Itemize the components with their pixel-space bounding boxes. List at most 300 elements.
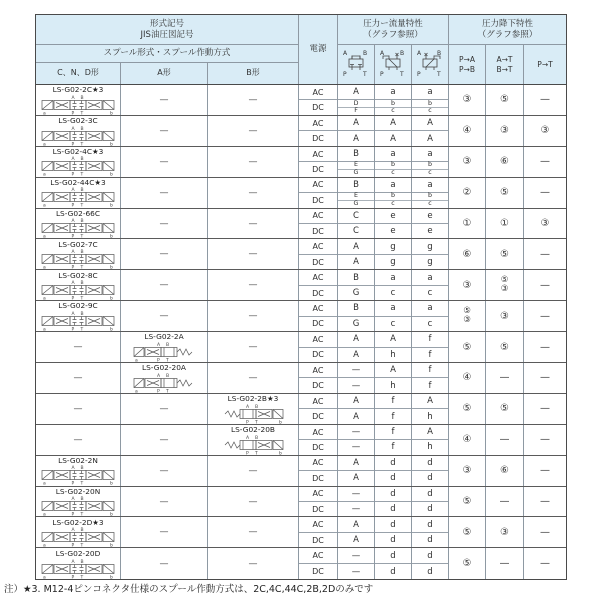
- flow-value-dc-part: b: [375, 162, 411, 170]
- pressure-drop-value: —: [540, 558, 550, 570]
- flow-value-dc: d: [390, 473, 396, 484]
- pressure-drop-cell: [449, 517, 486, 547]
- svg-text:b: b: [279, 420, 282, 424]
- pressure-drop-value: —: [499, 372, 510, 384]
- power-cell: [299, 425, 338, 455]
- table-row: [36, 301, 566, 332]
- pressure-drop-cell: [524, 239, 566, 269]
- svg-text:T: T: [80, 265, 84, 270]
- svg-text:P: P: [246, 420, 249, 424]
- pressure-drop-cell: [449, 147, 486, 177]
- dash: —: [73, 372, 83, 383]
- dash-cell: [208, 270, 299, 300]
- svg-text:T: T: [80, 481, 84, 486]
- flow-value-dc: A: [353, 473, 359, 484]
- flow-value-ac: A: [338, 517, 374, 532]
- flow-cell: [338, 301, 375, 331]
- flow-value-dc-part: b: [412, 162, 448, 170]
- model-header-line1: 形式記号: [149, 18, 184, 29]
- model-cell: [36, 116, 121, 146]
- svg-text:A: A: [71, 157, 75, 163]
- power-option-ac: AC: [299, 147, 337, 162]
- svg-text:b: b: [110, 512, 113, 517]
- svg-text:T: T: [80, 203, 84, 208]
- power-option-ac: AC: [299, 209, 337, 224]
- flow-value-ac: A: [338, 394, 374, 409]
- dash: —: [159, 558, 169, 569]
- flow-value-ac: d: [412, 517, 448, 532]
- pressure-drop-cell: [524, 517, 566, 547]
- valve-symbol-dbl-icon: [41, 527, 115, 547]
- power-option-dc: DC: [312, 257, 324, 267]
- flow-cell: [412, 363, 449, 393]
- flow-cell: [338, 209, 375, 239]
- dash-cell: [121, 85, 208, 115]
- svg-text:T: T: [400, 71, 404, 78]
- dash: —: [159, 125, 169, 136]
- pressure-drop-cell: [486, 487, 524, 517]
- flow-symbol-cell-2: [375, 45, 412, 84]
- pressure-drop-value: ⑤: [500, 94, 509, 106]
- flow-value-dc: [412, 100, 448, 114]
- flow-value-dc: h: [427, 411, 433, 422]
- svg-text:b: b: [110, 296, 113, 301]
- flow-value-dc: C: [353, 226, 359, 237]
- col-header-cnd-type: C、N、D形: [36, 63, 121, 84]
- pressure-drop-stack: [501, 276, 509, 294]
- flow-cell: [375, 363, 412, 393]
- dash: —: [248, 465, 258, 476]
- pressure-drop-cell: [524, 301, 566, 331]
- power-option-ac: AC: [299, 394, 337, 409]
- svg-text:P: P: [157, 389, 160, 393]
- pressure-drop-value: —: [540, 248, 550, 260]
- model-code-header: [36, 15, 299, 45]
- flow-value-ac: a: [375, 178, 411, 193]
- flow-cell: [338, 239, 375, 269]
- svg-text:P: P: [71, 327, 75, 331]
- power-option-ac: AC: [299, 487, 337, 502]
- flow-cell: [338, 456, 375, 486]
- flow-value-dc: [412, 193, 448, 207]
- svg-text:P: P: [71, 203, 75, 208]
- svg-text:P: P: [71, 172, 75, 177]
- dash-cell: [121, 116, 208, 146]
- svg-text:A: A: [71, 188, 75, 194]
- pressure-drop-value: ③: [462, 279, 472, 291]
- dash-cell: [121, 487, 208, 517]
- svg-text:B: B: [255, 435, 259, 441]
- flow-value-ac: f: [375, 425, 411, 440]
- pressure-drop-value: —: [540, 496, 550, 508]
- svg-text:T: T: [255, 420, 258, 424]
- svg-text:A: A: [246, 435, 250, 441]
- flow-value-dc: d: [427, 473, 433, 484]
- svg-text:B: B: [80, 157, 84, 163]
- flow-value-ac: a: [375, 85, 411, 100]
- dash: —: [159, 434, 169, 445]
- svg-text:a: a: [135, 358, 138, 362]
- pressure-drop-value: ⑥: [500, 156, 509, 168]
- flow-cell: [375, 209, 412, 239]
- svg-text:a: a: [135, 389, 138, 393]
- flow-value-dc: A: [353, 349, 359, 360]
- model-code: LS-G02-4C★3: [52, 146, 104, 156]
- flow-cell: [375, 116, 412, 146]
- flow-value-ac: A: [375, 363, 411, 378]
- flow-value-ac: f: [412, 332, 448, 347]
- valve-symbol-dbl-icon: [41, 496, 115, 516]
- svg-text:T: T: [80, 512, 84, 517]
- table-row: [36, 178, 566, 209]
- pressure-drop-cell: [524, 270, 566, 300]
- flow-value-dc: G: [352, 318, 360, 329]
- flow-value-dc: [375, 162, 411, 176]
- model-cell: [36, 85, 121, 115]
- power-cell: [299, 517, 338, 547]
- svg-text:P: P: [71, 481, 75, 486]
- svg-text:b: b: [110, 203, 113, 208]
- power-cell: [299, 456, 338, 486]
- pressure-drop-value: —: [540, 465, 550, 477]
- dash: —: [159, 187, 169, 198]
- flow-value-dc-part: G: [353, 169, 359, 177]
- flow-value-ac: g: [375, 239, 411, 254]
- pressure-drop-cell: [449, 363, 486, 393]
- power-option-ac: AC: [299, 456, 337, 471]
- table-header: [36, 15, 566, 85]
- model-cell: [208, 425, 299, 455]
- table-row: [36, 487, 566, 518]
- flow-cell: [338, 394, 375, 424]
- dash-cell: [121, 548, 208, 579]
- flow-value-dc-part: b: [412, 100, 448, 108]
- pressure-drop-cell: [524, 548, 566, 579]
- svg-text:A: A: [71, 466, 75, 472]
- flow-value-ac: A: [375, 116, 411, 131]
- flow-value-dc: f: [428, 349, 432, 360]
- model-cell: [36, 456, 121, 486]
- svg-text:B: B: [80, 281, 84, 287]
- dash: —: [159, 249, 169, 260]
- valve-center-a-to-t-symbol: [376, 47, 410, 81]
- flow-value-ac: A: [412, 116, 448, 131]
- valve-symbol-dbl-icon: [41, 95, 115, 115]
- pressure-drop-value: ⑤: [500, 403, 509, 415]
- power-cell: [299, 487, 338, 517]
- table-body: [36, 85, 566, 579]
- flow-value-ac: d: [412, 456, 448, 471]
- svg-text:B: B: [80, 219, 84, 225]
- flow-cell: [375, 548, 412, 579]
- valve-symbol-dbl-icon: [41, 280, 115, 300]
- pressure-drop-value: ③: [462, 465, 472, 477]
- svg-text:b: b: [110, 327, 113, 331]
- svg-text:A: A: [71, 311, 75, 317]
- svg-text:P: P: [343, 71, 347, 78]
- flow-value-dc: d: [427, 504, 433, 515]
- flow-cell: [412, 517, 449, 547]
- model-cell: [36, 209, 121, 239]
- model-cell: [121, 363, 208, 393]
- pressure-drop-cell: [449, 270, 486, 300]
- svg-text:a: a: [43, 172, 46, 177]
- pressure-drop-header: [449, 15, 566, 45]
- valve-symbol-dbl-icon: [41, 126, 115, 146]
- pressure-drop-cell: [486, 517, 524, 547]
- flow-characteristics-header: [338, 15, 449, 45]
- dash-cell: [208, 209, 299, 239]
- svg-text:A: A: [71, 281, 75, 287]
- svg-text:a: a: [43, 142, 46, 146]
- svg-text:b: b: [110, 142, 113, 146]
- pressure-drop-value: ②: [462, 187, 472, 199]
- flow-header-line1: 圧力ー流量特性: [363, 18, 423, 29]
- dash-cell: [208, 116, 299, 146]
- svg-text:A: A: [71, 95, 75, 101]
- svg-text:b: b: [110, 543, 113, 548]
- pressure-drop-cell: [524, 425, 566, 455]
- pressure-drop-cell: [486, 548, 524, 579]
- power-option-ac: AC: [299, 301, 337, 316]
- svg-text:A: A: [343, 50, 348, 58]
- flow-value-ac: f: [412, 363, 448, 378]
- power-option-dc: DC: [312, 350, 324, 360]
- flow-value-ac: C: [338, 209, 374, 224]
- flow-value-dc-part: E: [338, 193, 374, 201]
- model-code: LS-G02-66C: [55, 208, 101, 218]
- flow-value-ac: B: [338, 301, 374, 316]
- model-code: LS-G02-2D★3: [52, 517, 104, 527]
- flow-value-ac: e: [375, 209, 411, 224]
- flow-value-dc: f: [428, 380, 432, 391]
- flow-cell: [338, 270, 375, 300]
- dash: —: [159, 465, 169, 476]
- svg-text:P: P: [71, 265, 75, 270]
- dash: —: [159, 94, 169, 105]
- pressure-drop-value: ⑤: [462, 403, 472, 415]
- pressure-drop-value: ⑥: [500, 465, 509, 477]
- pressure-drop-value: ④: [462, 125, 472, 137]
- svg-text:a: a: [43, 111, 46, 115]
- table-row: [36, 239, 566, 270]
- dash-cell: [121, 178, 208, 208]
- power-option-ac: AC: [299, 425, 337, 440]
- flow-value-dc: A: [390, 133, 396, 144]
- flow-value-ac: —: [338, 425, 374, 440]
- valve-symbol-sglA-icon: [133, 373, 195, 393]
- svg-text:T: T: [80, 543, 84, 548]
- drop-col-header-at-bt: A→T B→T: [486, 45, 524, 84]
- svg-text:P: P: [71, 142, 75, 146]
- pressure-drop-value: ③: [540, 218, 550, 229]
- power-cell: [299, 147, 338, 177]
- svg-text:A: A: [71, 497, 75, 503]
- valve-center-b-to-t-symbol: [413, 47, 447, 81]
- power-option-ac: AC: [299, 85, 337, 100]
- flow-cell: [375, 147, 412, 177]
- svg-text:b: b: [110, 111, 113, 115]
- pressure-drop-cell: [524, 394, 566, 424]
- flow-cell: [412, 332, 449, 362]
- flow-value-dc: [412, 162, 448, 176]
- pressure-drop-cell: [449, 394, 486, 424]
- dash: —: [73, 434, 83, 445]
- flow-cell: [412, 85, 449, 115]
- dash: —: [159, 496, 169, 507]
- flow-cell: [412, 116, 449, 146]
- pressure-drop-value: —: [540, 279, 550, 291]
- flow-cell: [375, 270, 412, 300]
- pressure-drop-value: ⑤: [462, 526, 472, 538]
- pressure-drop-cell: [524, 332, 566, 362]
- pressure-drop-cell: [449, 548, 486, 579]
- svg-text:P: P: [71, 575, 75, 579]
- table-row: [36, 517, 566, 548]
- dash: —: [248, 372, 258, 383]
- svg-text:P: P: [417, 71, 421, 78]
- power-option-dc: DC: [312, 134, 324, 144]
- power-option-dc: DC: [312, 164, 324, 174]
- flow-value-ac: g: [412, 239, 448, 254]
- svg-text:T: T: [80, 327, 84, 331]
- model-code: LS-G02-9C: [58, 301, 98, 311]
- table-row: [36, 116, 566, 147]
- flow-value-dc: A: [353, 411, 359, 422]
- flow-value-ac: a: [375, 301, 411, 316]
- pressure-drop-cell: [524, 147, 566, 177]
- svg-text:a: a: [43, 234, 46, 239]
- pressure-drop-cell: [449, 85, 486, 115]
- flow-value-dc: A: [353, 535, 359, 546]
- flow-cell: [412, 487, 449, 517]
- model-cell: [208, 394, 299, 424]
- dash-cell: [121, 270, 208, 300]
- flow-value-dc: —: [351, 442, 361, 453]
- flow-value-dc: [338, 162, 374, 176]
- svg-text:a: a: [43, 481, 46, 486]
- pressure-drop-value: ④: [462, 372, 472, 384]
- svg-text:A: A: [157, 342, 161, 348]
- pressure-drop-cell: [449, 456, 486, 486]
- pressure-drop-value: ③: [540, 125, 550, 137]
- power-cell: [299, 178, 338, 208]
- dash: —: [248, 94, 258, 105]
- svg-text:A: A: [380, 50, 385, 58]
- flow-value-dc: A: [353, 133, 359, 144]
- spec-table: [35, 14, 567, 580]
- svg-text:T: T: [80, 296, 84, 301]
- svg-text:B: B: [80, 126, 84, 132]
- flow-cell: [338, 517, 375, 547]
- dash-cell: [208, 85, 299, 115]
- pressure-drop-cell: [524, 456, 566, 486]
- flow-value-ac: A: [338, 85, 374, 100]
- pressure-drop-value: ⑤: [500, 187, 509, 199]
- flow-cell: [375, 394, 412, 424]
- drop-header-line1: 圧力降下特性: [481, 18, 533, 29]
- pressure-drop-value: —: [540, 403, 550, 415]
- flow-value-dc: G: [352, 288, 360, 299]
- valve-symbol-dbl-icon: [41, 156, 115, 176]
- flow-cell: [375, 85, 412, 115]
- dash-cell: [121, 456, 208, 486]
- table-row: [36, 332, 566, 363]
- flow-value-dc: A: [353, 257, 359, 268]
- flow-cell: [338, 548, 375, 579]
- dash-cell: [208, 147, 299, 177]
- valve-center-closed-symbol: [339, 47, 373, 81]
- power-option-ac: AC: [299, 178, 337, 193]
- pressure-drop-value: ⑤: [500, 275, 509, 286]
- flow-cell: [412, 394, 449, 424]
- pressure-drop-value: ⑤: [462, 558, 472, 570]
- svg-text:A: A: [71, 528, 75, 534]
- flow-value-dc: —: [351, 504, 361, 515]
- table-row: [36, 394, 566, 425]
- svg-text:a: a: [43, 543, 46, 548]
- dash: —: [248, 156, 258, 167]
- flow-value-dc: —: [351, 566, 361, 577]
- svg-text:P: P: [246, 451, 249, 455]
- pressure-drop-value: ⑥: [462, 248, 472, 260]
- flow-value-ac: d: [412, 487, 448, 502]
- flow-value-dc-part: F: [354, 107, 358, 115]
- flow-cell: [338, 116, 375, 146]
- flow-cell: [412, 209, 449, 239]
- model-code: LS-G02-20D: [55, 549, 101, 559]
- dash: —: [248, 342, 258, 353]
- pressure-drop-cell: [449, 487, 486, 517]
- col-header-b-type: B形: [208, 63, 299, 84]
- pressure-drop-value: ⑤: [500, 341, 509, 353]
- model-code: LS-G02-8C: [58, 270, 98, 280]
- dash: —: [159, 218, 169, 229]
- pressure-drop-value: ⑤: [463, 306, 471, 317]
- dash: —: [248, 249, 258, 260]
- flow-value-dc: d: [427, 566, 433, 577]
- pressure-drop-value: ⑤: [462, 341, 472, 353]
- pressure-drop-cell: [449, 332, 486, 362]
- power-option-ac: AC: [299, 548, 337, 564]
- pressure-drop-value: ③: [463, 315, 471, 326]
- model-code: LS-G02-2A: [144, 332, 184, 342]
- flow-value-ac: d: [375, 487, 411, 502]
- svg-text:a: a: [43, 203, 46, 208]
- valve-symbol-dbl-icon: [41, 311, 115, 331]
- valve-symbol-dbl-icon: [41, 249, 115, 269]
- power-option-ac: AC: [299, 332, 337, 347]
- flow-value-ac: —: [338, 487, 374, 502]
- table-row: [36, 363, 566, 394]
- svg-text:T: T: [166, 389, 169, 393]
- svg-text:B: B: [80, 188, 84, 194]
- flow-value-ac: A: [412, 394, 448, 409]
- svg-text:T: T: [80, 172, 84, 177]
- flow-value-dc-part: c: [391, 169, 395, 177]
- flow-symbol-cell-1: [338, 45, 375, 84]
- svg-text:P: P: [71, 512, 75, 517]
- model-cell: [36, 548, 121, 579]
- power-option-ac: AC: [299, 116, 337, 131]
- valve-symbol-sglB-icon: [222, 404, 284, 424]
- flow-value-dc: c: [427, 288, 433, 299]
- pressure-drop-cell: [486, 456, 524, 486]
- pressure-drop-value: —: [540, 187, 550, 199]
- flow-value-dc-part: b: [375, 100, 411, 108]
- flow-value-dc: A: [427, 133, 433, 144]
- flow-value-ac: A: [375, 332, 411, 347]
